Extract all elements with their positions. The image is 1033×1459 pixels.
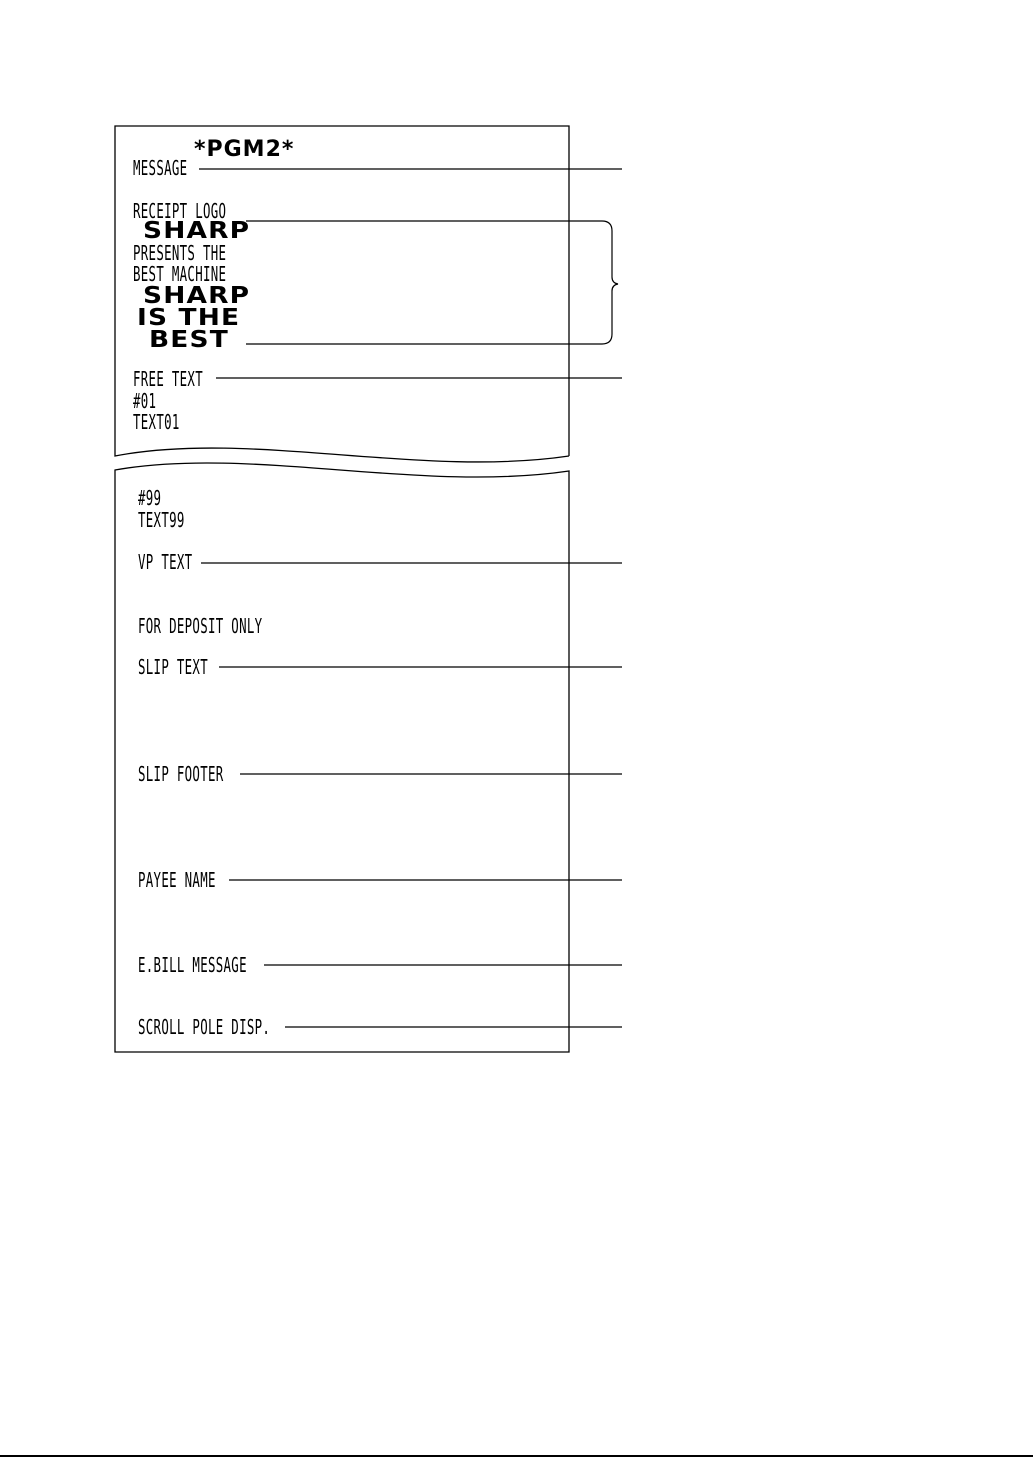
free-text-entry-01-number: #01 bbox=[133, 389, 157, 413]
section-label-ebill-message: E.BILL MESSAGE bbox=[138, 953, 247, 977]
vp-text-line: FOR DEPOSIT ONLY bbox=[138, 614, 263, 638]
section-label-message: MESSAGE bbox=[133, 156, 188, 180]
logo-line-2: PRESENTS THE bbox=[133, 241, 227, 265]
section-label-free-text: FREE TEXT bbox=[133, 367, 203, 391]
free-text-entry-99-number: #99 bbox=[138, 486, 162, 510]
section-label-vp-text: VP TEXT bbox=[138, 550, 193, 574]
section-label-slip-text: SLIP TEXT bbox=[138, 655, 208, 679]
section-label-scroll-pole-disp: SCROLL POLE DISP. bbox=[138, 1015, 271, 1039]
free-text-entry-01-text: TEXT01 bbox=[133, 410, 180, 434]
section-label-payee-name: PAYEE NAME bbox=[138, 868, 216, 892]
receipt-title: *PGM2* bbox=[194, 137, 295, 162]
logo-line-1: SHARP bbox=[143, 218, 251, 244]
logo-bracket bbox=[602, 221, 618, 344]
logo-line-4: SHARP bbox=[143, 283, 251, 309]
logo-line-5: IS THE bbox=[137, 305, 241, 331]
section-label-slip-footer: SLIP FOOTER bbox=[138, 762, 224, 786]
free-text-entry-99-text: TEXT99 bbox=[138, 508, 185, 532]
page-bottom-rule bbox=[0, 1455, 1033, 1457]
section-label-receipt-logo: RECEIPT LOGO bbox=[133, 199, 227, 223]
logo-line-6: BEST bbox=[149, 327, 229, 353]
logo-line-3: BEST MACHINE bbox=[133, 262, 227, 286]
